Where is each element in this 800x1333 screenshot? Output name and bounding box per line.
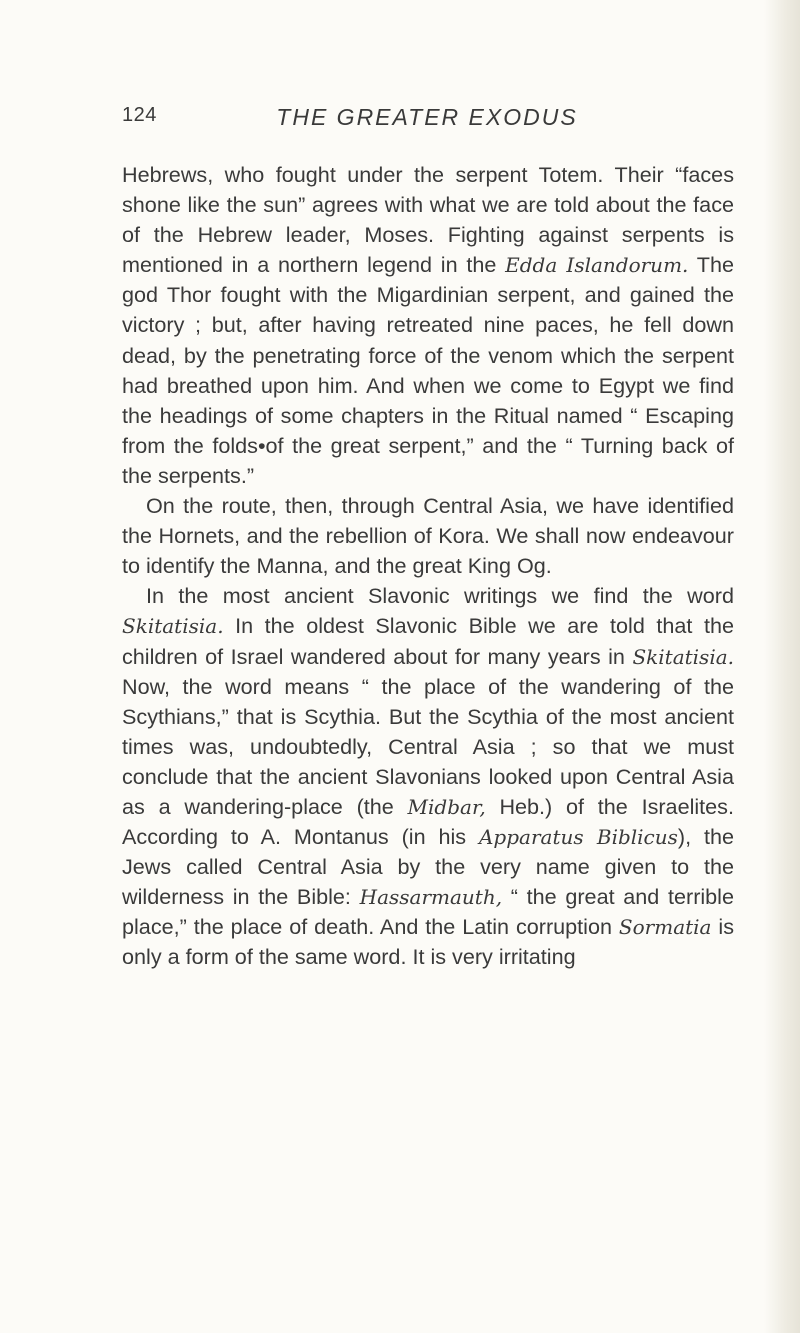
page-header (122, 104, 732, 138)
text-run: The god Thor fought with the Migardinian serpent, and gained the victory ; but, after having retreated nine paces, he fell down dead, by the penetrating force of the venom which the serpent had breathed upon him. And when we come to Egypt we find the headings of some chapters in the Ritual named “ Escaping from the folds•of the great serpent,” and the “ Turning back of the serpents.” (122, 252, 734, 488)
paragraph-3 (122, 581, 734, 972)
text-run: In the most ancient Slavonic writings we find the word (146, 583, 734, 609)
paragraph-1 (122, 160, 734, 491)
body-text (122, 160, 734, 973)
running-title: THE GREATER EXODUS (276, 104, 578, 130)
italic-term: Skitatisia. (122, 614, 224, 639)
italic-term: Skitatisia. (632, 644, 734, 669)
italic-term: Edda Islandorum. (505, 253, 689, 278)
page-number: 124 (122, 104, 157, 126)
text-run: is only a form of the same word. It is very irritating (122, 914, 735, 970)
text-run: “ the great and terrible place,” the place of death. And the Latin corruption (122, 884, 734, 940)
paragraph-2 (122, 491, 734, 581)
text-run: Hebrews, who fought under the serpent Totem. Their “faces shone like the sun” agrees with what we are told about the face of the Hebrew leader, Moses. Fighting against serpents is mentioned in a northern legend in the (122, 162, 734, 278)
text-run: On the route, then, through Central Asia, we have identified the Hornets, and the rebellion of Kora. We shall now endeavour to identify the Manna, and the great King Og. (122, 493, 734, 579)
italic-term: Apparatus Biblicus (478, 825, 678, 850)
page-edge-shadow (764, 0, 800, 1333)
text-run: Now, the word means “ the place of the wandering of the Scythians,” that is Scythia. But the Scythia of the most ancient times was, undoubtedly, Central Asia ; so that we must conclude that the ancient Slavonians looked upon Central Asia as a wandering-place (the (122, 673, 734, 819)
italic-term: Sormatia (618, 915, 712, 940)
text-run: ), the Jews called Central Asia by the very name given to the wilderness in the Bible: (122, 824, 734, 910)
italic-term: Hassarmauth, (359, 885, 503, 910)
italic-term: Midbar, (407, 794, 486, 819)
text-run: In the oldest Slavonic Bible we are told that the children of Israel wandered about for many years in (122, 613, 734, 669)
text-run: Heb.) of the Israelites. According to A. Montanus (in his (122, 793, 734, 850)
